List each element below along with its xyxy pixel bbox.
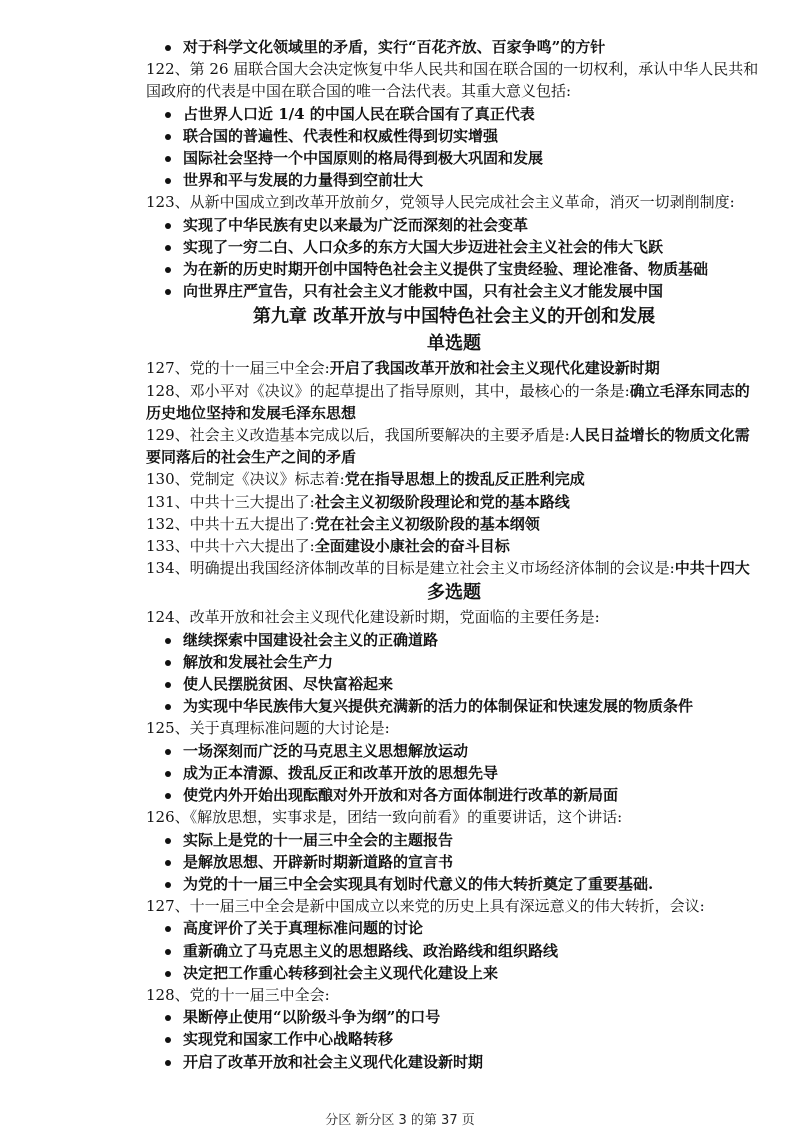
bullet-item (146, 1051, 762, 1073)
question-text: 127、党的十一届三中全会: (146, 359, 330, 378)
section-heading: 多选题 (427, 582, 481, 604)
bullet-text: 占世界人口近 1/4 的中国人民在联合国有了真正代表 (183, 104, 535, 123)
bullet-dot-icon (165, 1015, 171, 1021)
question-line (146, 606, 762, 628)
bullet-item (146, 280, 762, 302)
bullet-dot-icon (165, 660, 171, 666)
answer-text: 党在社会主义初级阶段的基本纲领 (314, 514, 540, 533)
bullet-item (146, 125, 762, 147)
question-text: 126、《解放思想，实事求是，团结一致向前看》的重要讲话，这个讲话: (146, 808, 623, 827)
bullet-text: 决定把工作重心转移到社会主义现代化建设上来 (183, 963, 499, 982)
question-line (146, 513, 762, 535)
bullet-dot-icon (165, 134, 171, 140)
question-text: 123、从新中国成立到改革开放前夕，党领导人民完成社会主义革命，消灭一切剥削制度: (146, 193, 735, 212)
chapter-heading: 第九章 改革开放与中国特色社会主义的开创和发展 (252, 306, 656, 328)
bullet-text: 是解放思想、开辟新时期新道路的宣言书 (183, 852, 454, 871)
question-line (146, 806, 762, 828)
bullet-text: 对于科学文化领域里的矛盾，实行“百花齐放、百家争鸣”的方针 (183, 38, 606, 56)
bullet-text: 使党内外开始出现酝酿对外开放和对各方面体制进行改革的新局面 (183, 786, 619, 805)
bullet-text: 向世界庄严宣告，只有社会主义才能救中国，只有社会主义才能发展中国 (183, 282, 664, 301)
bullet-text: 一场深刻而广泛的马克思主义思想解放运动 (183, 741, 469, 760)
bullet-dot-icon (165, 838, 171, 844)
bullet-dot-icon (165, 289, 171, 295)
question-line (146, 557, 762, 579)
bullet-item (146, 236, 762, 258)
bullet-dot-icon (165, 971, 171, 977)
bullet-dot-icon (165, 793, 171, 799)
bullet-item (146, 36, 762, 58)
question-line (146, 468, 762, 490)
question-line (146, 191, 762, 213)
question-text: 124、改革开放和社会主义现代化建设新时期，党面临的主要任务是: (146, 608, 600, 627)
bullet-item (146, 784, 762, 806)
bullet-text: 国际社会坚持一个中国原则的格局得到极大巩固和发展 (183, 149, 544, 168)
bullet-item (146, 147, 762, 169)
bullet-dot-icon (165, 1037, 171, 1043)
bullet-dot-icon (165, 178, 171, 184)
bullet-text: 实现了一穷二白、人口众多的东方大国大步迈进社会主义社会的伟大飞跃 (183, 237, 664, 256)
question-line (146, 491, 762, 513)
question-line (146, 357, 762, 379)
bullet-item (146, 695, 762, 717)
question-text: 122、第 26 届联合国大会决定恢复中华人民共和国在联合国的一切权利，承认中华人民共和国政府的代表是中国在联合国的唯一合法代表。其重大意义包括: (146, 60, 759, 101)
bullet-item (146, 873, 762, 895)
bullet-text: 解放和发展社会生产力 (183, 652, 334, 671)
question-line (146, 895, 762, 917)
bullet-item (146, 103, 762, 125)
section-heading: 单选题 (427, 333, 481, 355)
question-text: 132、中共十五大提出了: (146, 514, 315, 533)
bullet-dot-icon (165, 156, 171, 162)
bullet-item (146, 258, 762, 280)
bullet-item (146, 1028, 762, 1050)
question-line (146, 535, 762, 557)
question-line (146, 380, 762, 424)
bullet-text: 为实现中华民族伟大复兴提供充满新的活力的体制保证和快速发展的物质条件 (183, 697, 694, 716)
bullet-text: 使人民摆脱贫困、尽快富裕起来 (183, 675, 394, 694)
bullet-item (146, 651, 762, 673)
question-line (146, 984, 762, 1006)
bullet-dot-icon (165, 1060, 171, 1066)
bullet-dot-icon (165, 771, 171, 777)
bullet-dot-icon (165, 749, 171, 755)
question-text: 133、中共十六大提出了: (146, 537, 315, 556)
bullet-item (146, 917, 762, 939)
bullet-text: 实际上是党的十一届三中全会的主题报告 (183, 830, 454, 849)
bullet-item (146, 851, 762, 873)
bullet-text: 开启了改革开放和社会主义现代化建设新时期 (183, 1052, 484, 1071)
bullet-dot-icon (165, 45, 171, 51)
question-text: 129、社会主义改造基本完成以后，我国所要解决的主要矛盾是: (146, 426, 570, 445)
bullet-dot-icon (165, 682, 171, 688)
bullet-dot-icon (165, 112, 171, 118)
page-footer: 分区 新分区 3 的第 37 页 (325, 1113, 475, 1128)
bullet-item (146, 962, 762, 984)
question-text: 128、邓小平对《决议》的起草提出了指导原则，其中，最核心的一条是: (146, 381, 630, 400)
bullet-dot-icon (165, 882, 171, 888)
bullet-item (146, 829, 762, 851)
bullet-dot-icon (165, 926, 171, 932)
answer-text: 党在指导思想上的拨乱反正胜利完成 (344, 470, 585, 489)
bullet-dot-icon (165, 860, 171, 866)
answer-text: 社会主义初级阶段理论和党的基本路线 (314, 492, 570, 511)
answer-text: 中共十四大 (674, 559, 750, 578)
answer-text: 全面建设小康社会的奋斗目标 (314, 537, 510, 556)
question-text: 128、党的十一届三中全会: (146, 985, 330, 1004)
bullet-item (146, 762, 762, 784)
bullet-text: 果断停止使用“以阶级斗争为纲”的口号 (183, 1008, 441, 1027)
bullet-item (146, 169, 762, 191)
bullet-text: 世界和平与发展的力量得到空前壮大 (183, 171, 424, 190)
question-line (146, 717, 762, 739)
question-line (146, 58, 762, 102)
question-line (146, 424, 762, 468)
question-text: 134、明确提出我国经济体制改革的目标是建立社会主义市场经济体制的会议是: (146, 559, 675, 578)
bullet-item (146, 740, 762, 762)
bullet-item (146, 214, 762, 236)
bullet-text: 高度评价了关于真理标准问题的讨论 (183, 919, 424, 938)
bullet-dot-icon (165, 638, 171, 644)
question-text: 131、中共十三大提出了: (146, 492, 315, 511)
bullet-dot-icon (165, 704, 171, 710)
question-text: 130、党制定《决议》标志着: (146, 470, 345, 489)
bullet-text: 实现党和国家工作中心战略转移 (183, 1030, 394, 1049)
bullet-dot-icon (165, 245, 171, 251)
bullet-dot-icon (165, 267, 171, 273)
question-text: 125、关于真理标准问题的大讨论是: (146, 719, 390, 738)
bullet-text: 实现了中华民族有史以来最为广泛而深刻的社会变革 (183, 215, 529, 234)
bullet-text: 重新确立了马克思主义的思想路线、政治路线和组织路线 (183, 941, 559, 960)
bullet-item (146, 673, 762, 695)
bullet-text: 继续探索中国建设社会主义的正确道路 (183, 630, 439, 649)
answer-text: 人民日益增长的物质文化需要同落后的社会生产之间的矛盾 (146, 426, 750, 467)
bullet-text: 成为正本清源、拨乱反正和改革开放的思想先导 (183, 763, 499, 782)
bullet-text: 为在新的历史时期开创中国特色社会主义提供了宝贵经验、理论准备、物质基础 (183, 260, 709, 279)
document-page (146, 36, 762, 1073)
bullet-item (146, 629, 762, 651)
bullet-item (146, 940, 762, 962)
bullet-dot-icon (165, 223, 171, 229)
bullet-dot-icon (165, 949, 171, 955)
bullet-text: 为党的十一届三中全会实现具有划时代意义的伟大转折奠定了重要基础. (183, 874, 654, 893)
bullet-item (146, 1006, 762, 1028)
bullet-text: 联合国的普遍性、代表性和权威性得到切实增强 (183, 126, 499, 145)
question-text: 127、十一届三中全会是新中国成立以来党的历史上具有深远意义的伟大转折，会议: (146, 897, 705, 916)
answer-text: 确立毛泽东同志的历史地位坚持和发展毛泽东思想 (146, 381, 750, 422)
answer-text: 开启了我国改革开放和社会主义现代化建设新时期 (329, 359, 660, 378)
